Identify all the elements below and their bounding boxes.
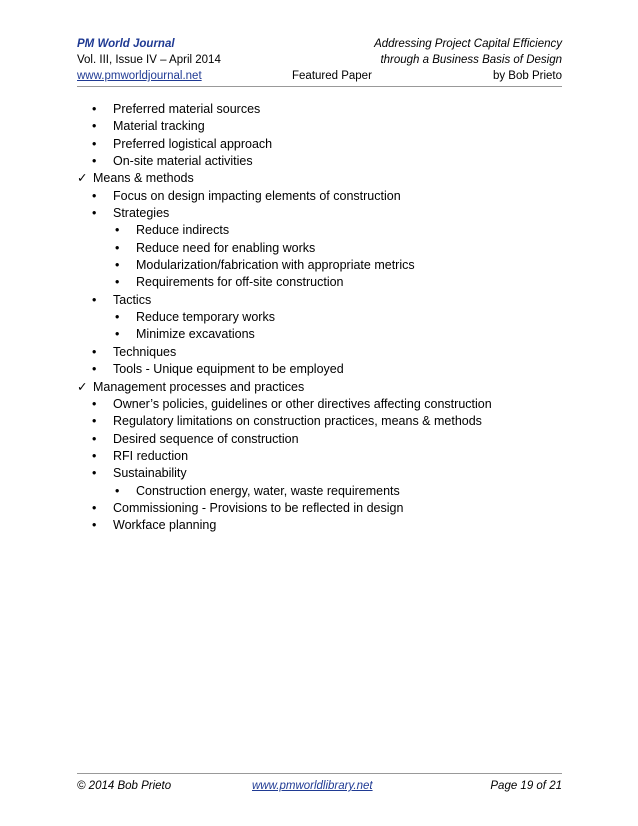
- checkmark-icon: ✓: [77, 379, 88, 394]
- page-footer: [77, 778, 562, 794]
- bullet-icon: •: [92, 154, 97, 169]
- checkmark-icon: ✓: [77, 171, 88, 186]
- list-item-text: Preferred material sources: [113, 102, 261, 116]
- list-item-text: RFI reduction: [113, 448, 189, 463]
- list-item-text: Tools - Unique equipment to be employed: [113, 362, 344, 377]
- list-item-text: Reduce temporary works: [136, 310, 275, 325]
- bullet-icon: •: [92, 500, 97, 515]
- bullet-icon: •: [92, 136, 97, 151]
- page-number: Page 19 of 21: [490, 780, 562, 792]
- list-item-text: On-site material activities: [113, 154, 253, 169]
- bullet-icon: •: [115, 223, 120, 238]
- list-item-text: Requirements for off-site construction: [136, 275, 344, 290]
- bullet-icon: •: [115, 327, 120, 342]
- header-rule: [77, 86, 562, 87]
- bullet-icon: •: [92, 362, 97, 377]
- page-header: [77, 36, 562, 84]
- bullet-icon: •: [115, 275, 120, 290]
- list-item-text: Workface planning: [113, 518, 217, 533]
- list-item-text: Construction energy, water, waste requirements: [136, 483, 400, 498]
- bullet-icon: •: [115, 258, 120, 273]
- list-item-text: Modularization/fabrication with appropriate metrics: [136, 258, 415, 273]
- bullet-icon: •: [92, 431, 97, 446]
- paper-title-line-1: Addressing Project Capital Efficiency: [374, 38, 562, 50]
- journal-site-link[interactable]: www.pmworldjournal.net: [77, 70, 202, 82]
- list-item-text: Sustainability: [113, 466, 187, 481]
- list-item-text: Reduce indirects: [136, 223, 230, 238]
- bullet-icon: •: [115, 483, 120, 498]
- list-item-text: Minimize excavations: [136, 327, 255, 342]
- bullet-icon: •: [92, 102, 97, 116]
- library-link[interactable]: www.pmworldlibrary.net: [252, 780, 373, 792]
- bullet-icon: •: [92, 188, 97, 203]
- list-item-text: Focus on design impacting elements of construction: [113, 188, 401, 203]
- bullet-icon: •: [92, 396, 97, 411]
- bullet-icon: •: [92, 206, 97, 221]
- list-item-text: Management processes and practices: [93, 379, 305, 394]
- list-item-text: Strategies: [113, 206, 170, 221]
- list-item-text: Owner’s policies, guidelines or other directives affecting construction: [113, 396, 492, 411]
- bullet-icon: •: [115, 310, 120, 325]
- footer-rule: [77, 773, 562, 774]
- list-item-text: Regulatory limitations on construction practices, means & methods: [113, 414, 482, 429]
- list-item-text: Preferred logistical approach: [113, 136, 273, 151]
- bullet-icon: •: [92, 414, 97, 429]
- list-item-text: Tactics: [113, 292, 152, 307]
- bullet-icon: •: [92, 119, 97, 134]
- list-item-text: Material tracking: [113, 119, 205, 134]
- list-item-text: Techniques: [113, 344, 177, 359]
- bullet-icon: •: [115, 240, 120, 255]
- bullet-icon: •: [92, 518, 97, 533]
- paper-type: Featured Paper: [292, 70, 372, 82]
- list-item-text: Commissioning - Provisions to be reflected in design: [113, 500, 404, 515]
- author-byline: by Bob Prieto: [492, 70, 562, 82]
- bullet-icon: •: [92, 344, 97, 359]
- bullet-icon: •: [92, 292, 97, 307]
- list-item-text: Desired sequence of construction: [113, 431, 299, 446]
- paper-title-line-2: through a Business Basis of Design: [380, 54, 562, 66]
- copyright: © 2014 Bob Prieto: [77, 780, 172, 792]
- journal-name: PM World Journal: [77, 38, 175, 50]
- bullet-icon: •: [92, 448, 97, 463]
- bullet-icon: •: [92, 466, 97, 481]
- list-item-text: Means & methods: [93, 171, 194, 186]
- issue-info: Vol. III, Issue IV – April 2014: [77, 54, 221, 66]
- list-item-text: Reduce need for enabling works: [136, 240, 316, 255]
